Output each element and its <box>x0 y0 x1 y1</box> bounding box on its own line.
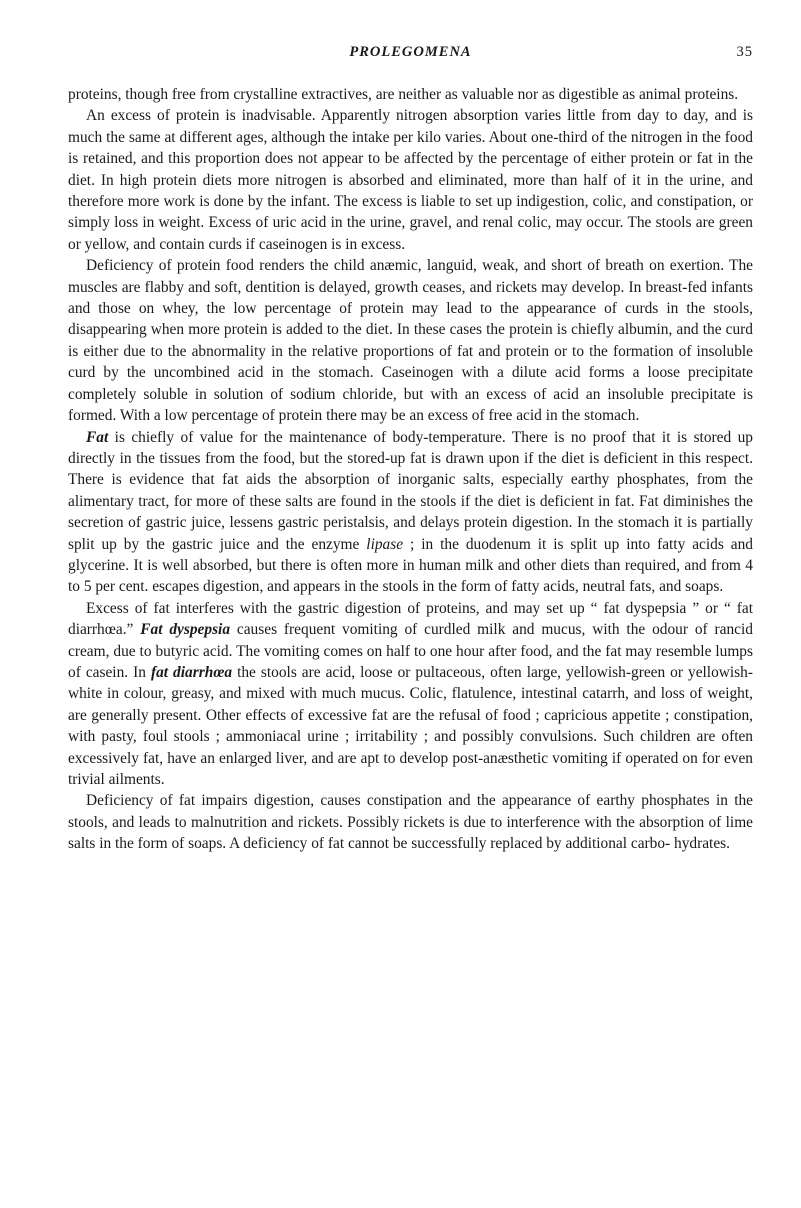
paragraph-2-text: An excess of protein is inadvisable. Apparently nitrogen absorption varies little from day to day, and is much the same at different ages, although the intake per kilo varies. About one-third of the nitrogen in the food is retained, and this proportion does not appear to be affected by the percentage of either protein or fat in the diet. In high protein diets more nitrogen is absorbed and eliminated, more than half of it in the urine, and therefore more work is done by the infant. The excess is liable to set up indigestion, colic, and constipation, or simply loss in weight. Excess of uric acid in the urine, gravel, and renal colic, may occur. The stools are green or yellow, and contain curds if caseinogen is in excess. <box>68 107 753 253</box>
paragraph-5-tail: causes frequent vomiting of curdled milk and mucus, with the odour of rancid cream, due to butyric acid. The vomiting comes on half to one hour after food, and the fat may resemble lumps of casein. In <box>68 621 753 681</box>
paragraph-5-term: Fat dyspepsia <box>140 621 231 639</box>
paragraph-5-text: Excess of fat interferes with the gastric digestion of proteins, and may set up “ fat dyspepsia ” or “ fat diarrhœa.” <box>68 599 753 639</box>
page-number: 35 <box>736 44 753 60</box>
paragraph-3-text: Deficiency of protein food renders the child anæmic, languid, weak, and short of breath on exertion. The muscles are flabby and soft, dentition is delayed, growth ceases, and rickets may develop. In breast-fed infants and those on whey, the low percentage of protein may lead to the appearance of curds in the stools, disappearing when more protein is added to the diet. In these cases the protein is chiefly albumin, and the curd is either due to the abnormality in the relative proportions of fat and protein or to the formation of insoluble curd by the uncombined acid in the stomach. Caseinogen with a dilute acid forms a loose precipitate completely soluble in solution of sodium chloride, but with an excess of acid an insoluble precipitate is formed. With a low percentage of protein there may be an excess of free acid in the stomach. <box>68 257 753 425</box>
paragraph-5 <box>68 598 753 791</box>
paragraph-1-text: proteins, though free from crystalline extractives, are neither as valuable nor as digestible as animal proteins. <box>68 86 739 103</box>
paragraph-6-text: Deficiency of fat impairs digestion, causes constipation and the appearance of earthy phosphates in the stools, and leads to malnutrition and rickets. Possibly rickets is due to interference with the absorption of lime salts in the form of soaps. A deficiency of fat cannot be successfully replaced by additional carbo- hydrates. <box>68 792 753 853</box>
paragraph-1 <box>68 84 753 105</box>
paragraph-3 <box>68 255 753 426</box>
running-title: PROLEGOMENA <box>349 44 472 60</box>
paragraph-4-text: is chiefly of value for the maintenance of body-temperature. There is no proof that it is stored up directly in the tissues from the food, but the stored-up fat is drawn upon if the diet is deficient in this respect. There is evidence that fat aids the absorption of inorganic salts, especially earthy phosphates, from the alimentary tract, for more of these salts are found in the stools if the diet is deficient in fat. Fat diminishes the secretion of gastric juice, lessens gastric peristalsis, and delays protein digestion. In the stomach it is partially split up by the gastric juice and the enzyme <box>68 428 753 553</box>
paragraph-5-tail-2: the stools are acid, loose or pultaceous, often large, yellowish-green or yellowish-white in colour, greasy, and mixed with much mucus. Colic, flatulence, intestinal catarrh, and loss of weight, are generally present. Other effects of excessive fat are the refusal of food ; capricious appetite ; constipation, with pasty, foul stools ; ammoniacal urine ; irritability ; and possibly convulsions. Such children are often excessively fat, have an enlarged liver, and are apt to develop post-anæsthetic vomiting if operated on for even trivial ailments. <box>68 663 753 788</box>
paragraph-4-tail: ; in the duodenum it is split up into fatty acids and glycerine. It is well absorbed, but there is often more in human milk and other diets than required, and from 4 to 5 per cent. escapes digestion, and appears in the stools in the form of fatty acids, neutral fats, and soaps. <box>68 535 753 596</box>
paragraph-4 <box>68 427 753 598</box>
paragraph-4-lead-term: Fat <box>86 428 109 446</box>
book-page <box>68 44 753 855</box>
paragraph-6 <box>68 790 753 854</box>
paragraph-4-italic: lipase <box>366 535 404 553</box>
paragraph-2 <box>68 105 753 255</box>
paragraph-5-italic: fat diarrhœa <box>150 663 233 681</box>
body-text <box>68 84 753 855</box>
running-head <box>68 44 753 72</box>
